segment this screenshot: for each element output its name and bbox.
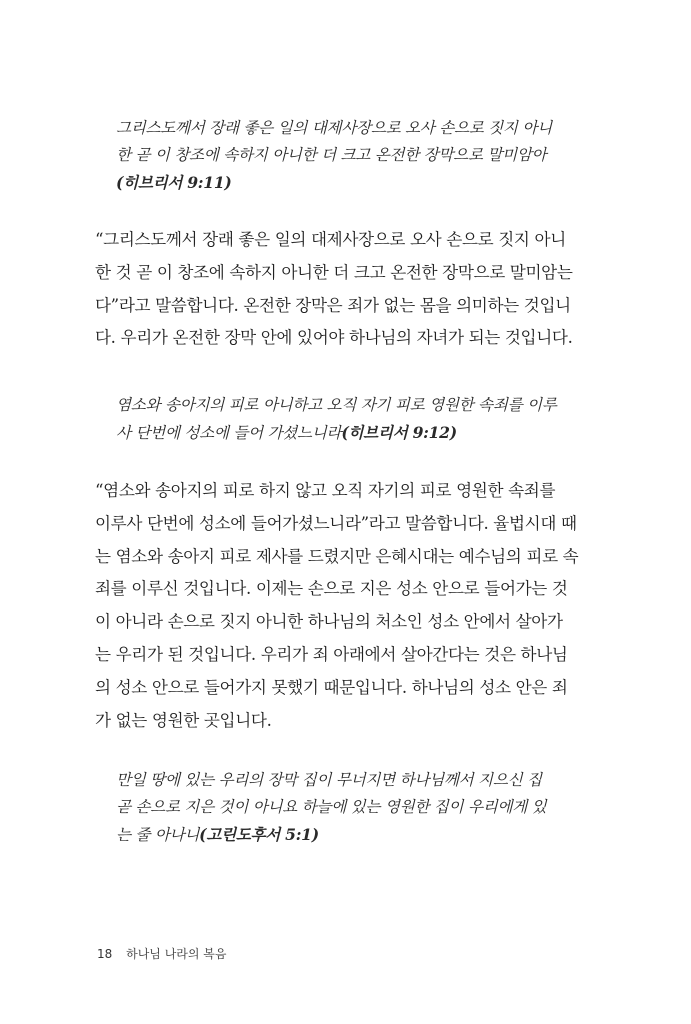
quote-line: 곧 손으로 지은 것이 아니요 하늘에 있는 영원한 집이 우리에게 있 [116, 798, 547, 816]
scripture-quote-2-corinthians-5-1 [116, 767, 576, 849]
paragraph-line: 다. 우리가 온전한 장막 안에 있어야 하나님의 자녀가 되는 것입니다. [95, 328, 573, 348]
paragraph-line: 는 우리가 된 것입니다. 우리가 죄 아래에서 살아간다는 것은 하나님 [95, 644, 568, 664]
quote-text: 사 단번에 성소에 들어 가셨느니라 [116, 424, 342, 442]
paragraph-line: 이루사 단번에 성소에 들어가셨느니라”라고 말씀합니다. 율법시대 때 [95, 513, 577, 533]
paragraph-1 [95, 224, 605, 355]
paragraph-line: 이 아니라 손으로 짓지 아니한 하나님의 처소인 성소 안에서 살아가 [95, 612, 563, 632]
scripture-quote-hebrews-9-11 [116, 115, 576, 196]
running-title: 하나님 나라의 복음 [126, 947, 227, 961]
paragraph-line: 다”라고 말씀합니다. 온전한 장막은 죄가 없는 몸을 의미하는 것입니 [95, 295, 571, 315]
paragraph-line: “그리스도께서 장래 좋은 일의 대제사장으로 오사 손으로 짓지 아니 [95, 230, 566, 249]
quote-line: 한 곧 이 창조에 속하지 아니한 더 크고 온전한 장막으로 말미암아 [116, 146, 547, 164]
quote-line: 만일 땅에 있는 우리의 장막 집이 무너지면 하나님께서 지으신 집 [116, 771, 542, 789]
page-footer [97, 945, 226, 962]
scripture-reference: (히브리서 9:12) [341, 423, 457, 442]
paragraph-2 [95, 475, 605, 737]
quote-line: 염소와 송아지의 피로 아니하고 오직 자기 피로 영원한 속죄를 이루 [116, 396, 557, 414]
scripture-reference: (고린도후서 5:1) [199, 825, 319, 844]
quote-line [116, 419, 576, 447]
paragraph-line: 한 것 곧 이 창조에 속하지 아니한 더 크고 온전한 장막으로 말미암는 [95, 262, 573, 282]
scripture-quote-hebrews-9-12 [116, 392, 576, 447]
quote-line [116, 821, 576, 849]
scripture-reference: (히브리서 9:11) [116, 173, 232, 192]
quote-text: 는 줄 아나니 [116, 826, 200, 844]
quote-line: 그리스도께서 장래 좋은 일의 대제사장으로 오사 손으로 짓지 아니 [116, 119, 552, 137]
paragraph-line: 죄를 이루신 것입니다. 이제는 손으로 지은 성소 안으로 들어가는 것 [95, 579, 568, 599]
paragraph-line: 는 염소와 송아지 피로 제사를 드렸지만 은혜시대는 예수님의 피로 속 [95, 546, 579, 566]
paragraph-line: 의 성소 안으로 들어가지 못했기 때문입니다. 하나님의 성소 안은 죄 [95, 677, 568, 697]
paragraph-line: 가 없는 영원한 곳입니다. [95, 710, 272, 730]
paragraph-line: “염소와 송아지의 피로 하지 않고 오직 자기의 피로 영원한 속죄를 [95, 481, 556, 500]
page-number: 18 [97, 947, 113, 961]
